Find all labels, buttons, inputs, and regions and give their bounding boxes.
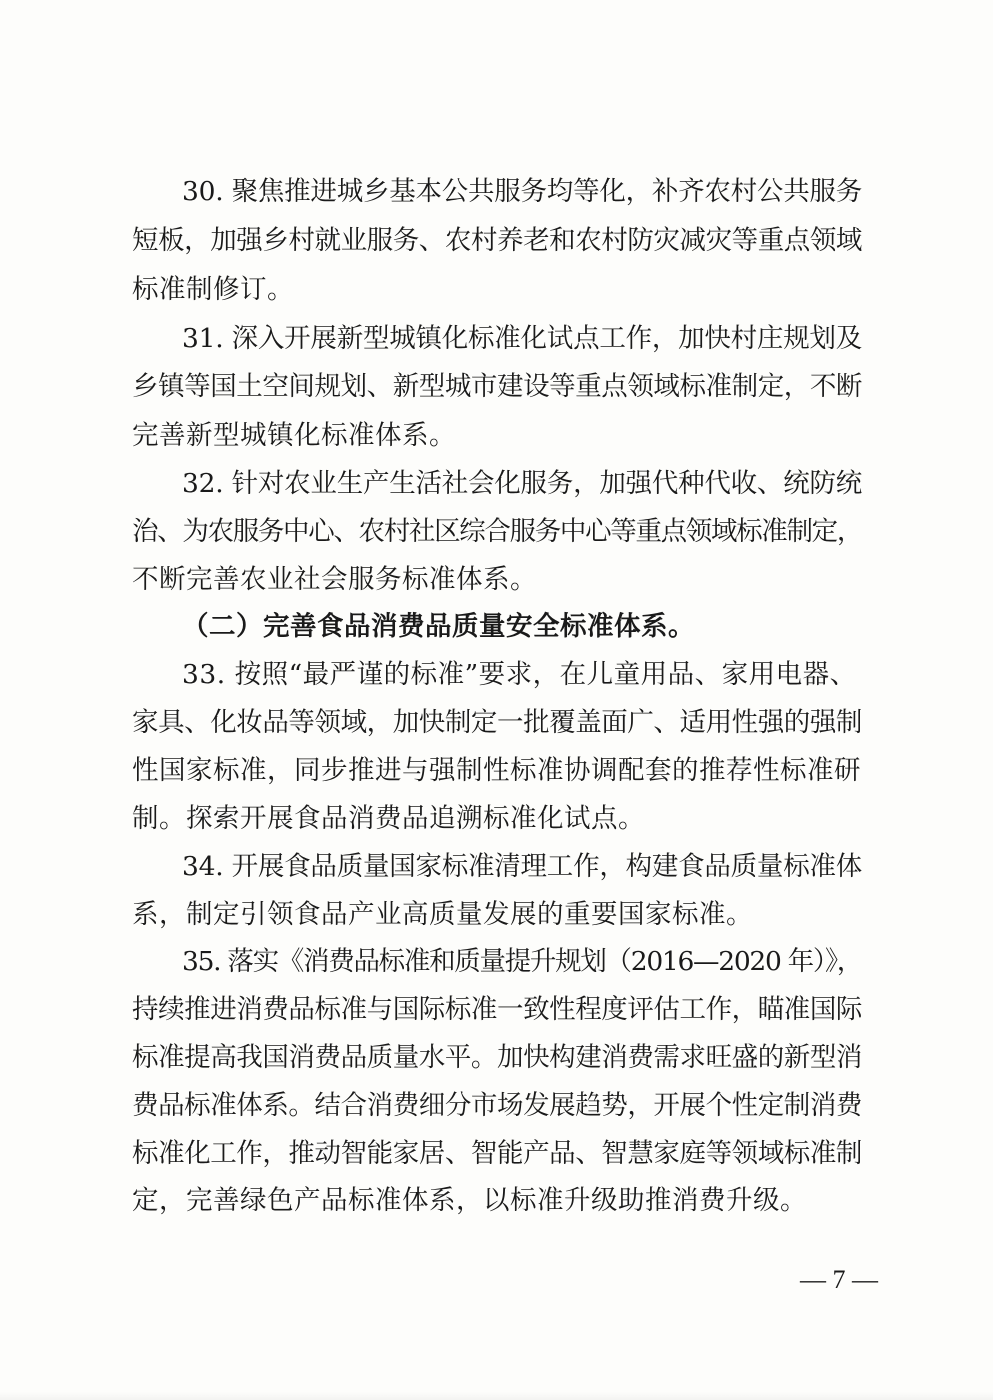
text-line: 33. 按照“最严谨的标准”要求，在儿童用品、家用电器、 bbox=[182, 659, 857, 690]
text-line: 完善新型城镇化标准体系。 bbox=[132, 420, 456, 451]
text-line: 34. 开展食品质量国家标准清理工作，构建食品质量标准体 bbox=[182, 851, 862, 882]
page-number: — 7 — bbox=[800, 1265, 878, 1294]
text-line: 性国家标准，同步推进与强制性标准协调配套的推荐性标准研 bbox=[132, 755, 861, 786]
text-line: 标准制修订。 bbox=[132, 274, 294, 305]
text-line: 32. 针对农业生产生活社会化服务，加强代种代收、统防统 bbox=[182, 468, 862, 499]
text-line: 短板，加强乡村就业服务、农村养老和农村防灾减灾等重点领域 bbox=[132, 225, 862, 256]
text-line: 30. 聚焦推进城乡基本公共服务均等化，补齐农村公共服务 bbox=[182, 176, 862, 207]
text-line: 费品标准体系。结合消费细分市场发展趋势，开展个性定制消费 bbox=[132, 1090, 862, 1121]
text-line: 标准提高我国消费品质量水平。加快构建消费需求旺盛的新型消 bbox=[132, 1042, 862, 1073]
text-line: 治、为农服务中心、农村社区综合服务中心等重点领域标准制定， bbox=[132, 516, 862, 547]
text-line: 持续推进消费品标准与国际标准一致性程度评估工作，瞄准国际 bbox=[132, 994, 862, 1025]
text-line: 不断完善农业社会服务标准体系。 bbox=[132, 564, 537, 595]
text-line: 31. 深入开展新型城镇化标准化试点工作，加快村庄规划及 bbox=[182, 323, 862, 354]
text-line: 定，完善绿色产品标准体系，以标准升级助推消费升级。 bbox=[132, 1185, 807, 1216]
scan-edge-shadow bbox=[0, 1392, 993, 1400]
text-line: 标准化工作，推动智能家居、智能产品、智慧家庭等领域标准制 bbox=[132, 1138, 862, 1169]
text-line: 35. 落实《消费品标准和质量提升规划（2016—2020 年）》， bbox=[182, 946, 862, 977]
text-line: 乡镇等国土空间规划、新型城市建设等重点领域标准制定，不断 bbox=[132, 371, 862, 402]
text-line: 制。探索开展食品消费品追溯标准化试点。 bbox=[132, 803, 645, 834]
section-heading: （二）完善食品消费品质量安全标准体系。 bbox=[182, 611, 695, 642]
text-line: 家具、化妆品等领域，加快制定一批覆盖面广、适用性强的强制 bbox=[132, 707, 862, 738]
text-line: 系，制定引领食品产业高质量发展的重要国家标准。 bbox=[132, 899, 753, 930]
